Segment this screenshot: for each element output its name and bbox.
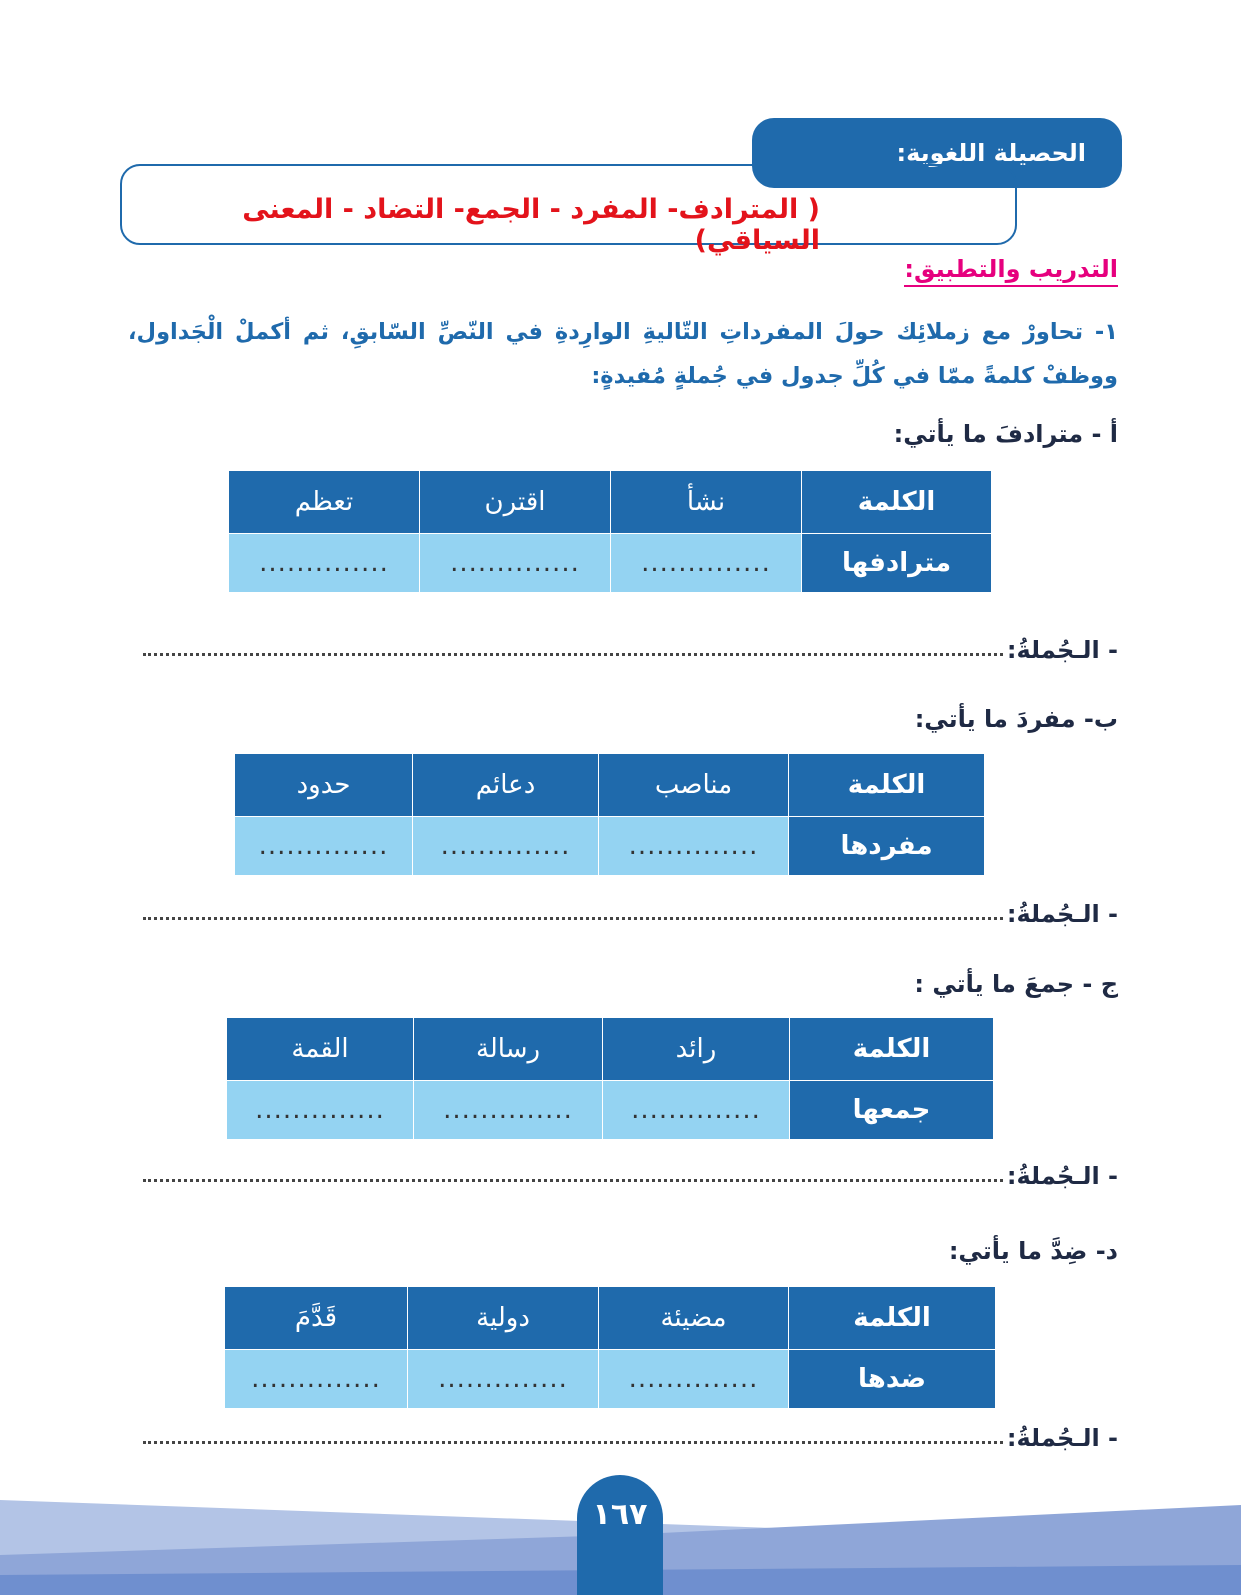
page-number-text: ١٦٧ xyxy=(592,1497,648,1532)
topics-list: ( المترادف- المفرد - الجمع- التضاد - المعنى السياقي) xyxy=(242,194,820,256)
singular-table xyxy=(234,753,985,876)
row-label: ضدها xyxy=(789,1350,996,1409)
plural-table xyxy=(226,1017,994,1140)
answer-blank[interactable]: .............. xyxy=(611,534,802,593)
sentence-line[interactable] xyxy=(143,888,1118,928)
sentence-dots xyxy=(143,653,1003,656)
answer-blank[interactable]: .............. xyxy=(599,1350,789,1409)
answer-blank[interactable]: .............. xyxy=(229,534,420,593)
word-cell: حدود xyxy=(235,754,413,817)
word-cell: اقترن xyxy=(420,471,611,534)
word-cell: دعائم xyxy=(413,754,599,817)
part-c-label: ج - جمعَ ما يأتي : xyxy=(914,970,1118,998)
row-label: مترادفها xyxy=(802,534,992,593)
sentence-line[interactable] xyxy=(143,624,1118,664)
answer-blank[interactable]: .............. xyxy=(603,1081,790,1140)
word-cell: دولية xyxy=(408,1287,599,1350)
sentence-label: - الـجُملةُ: xyxy=(1006,900,1118,928)
word-cell: مناصب xyxy=(599,754,789,817)
sentence-line[interactable] xyxy=(143,1150,1118,1190)
page-number xyxy=(577,1475,663,1595)
header-label: الكلمة xyxy=(789,754,985,817)
part-a-label: أ - مترادفَ ما يأتي: xyxy=(893,420,1118,448)
word-cell: مضيئة xyxy=(599,1287,789,1350)
header-label: الكلمة xyxy=(802,471,992,534)
sentence-line[interactable] xyxy=(143,1412,1118,1452)
instruction-text: ١- تحاورْ مع زملائِك حولَ المفرداتِ التّاليةِ الوارِدةِ في النّصِّ السّابقِ، ثم أكملْ الْجَداول، ووظفْ كلمةً ممّا في كُلِّ جدول في جُملةٍ مُفيدةٍ: xyxy=(128,319,1118,389)
header-label: الكلمة xyxy=(789,1287,996,1350)
answer-blank[interactable]: .............. xyxy=(599,817,789,876)
sentence-dots xyxy=(143,1179,1003,1182)
synonyms-table xyxy=(228,470,992,593)
word-cell: القمة xyxy=(227,1018,414,1081)
answer-blank[interactable]: .............. xyxy=(235,817,413,876)
answer-blank[interactable]: .............. xyxy=(227,1081,414,1140)
part-d-label: د- ضِدَّ ما يأتي: xyxy=(948,1237,1118,1265)
row-label: جمعها xyxy=(790,1081,994,1140)
antonyms-table xyxy=(224,1286,996,1409)
word-cell: قَدَّمَ xyxy=(225,1287,408,1350)
answer-blank[interactable]: .............. xyxy=(414,1081,603,1140)
word-cell: رائد xyxy=(603,1018,790,1081)
sentence-label: - الـجُملةُ: xyxy=(1006,1424,1118,1452)
answer-blank[interactable]: .............. xyxy=(420,534,611,593)
row-label: مفردها xyxy=(789,817,985,876)
word-cell: رسالة xyxy=(414,1018,603,1081)
part-b-label: ب- مفردَ ما يأتي: xyxy=(914,705,1118,733)
answer-blank[interactable]: .............. xyxy=(225,1350,408,1409)
sentence-label: - الـجُملةُ: xyxy=(1006,636,1118,664)
answer-blank[interactable]: .............. xyxy=(413,817,599,876)
sentence-label: - الـجُملةُ: xyxy=(1006,1162,1118,1190)
practice-heading: التدريب والتطبيق: xyxy=(904,255,1118,287)
word-cell: نشأ xyxy=(611,471,802,534)
sentence-dots xyxy=(143,917,1003,920)
answer-blank[interactable]: .............. xyxy=(408,1350,599,1409)
header-label: الكلمة xyxy=(790,1018,994,1081)
word-cell: تعظم xyxy=(229,471,420,534)
section-title: الحصيلة اللغوية: xyxy=(896,139,1086,167)
sentence-dots xyxy=(143,1441,1003,1444)
